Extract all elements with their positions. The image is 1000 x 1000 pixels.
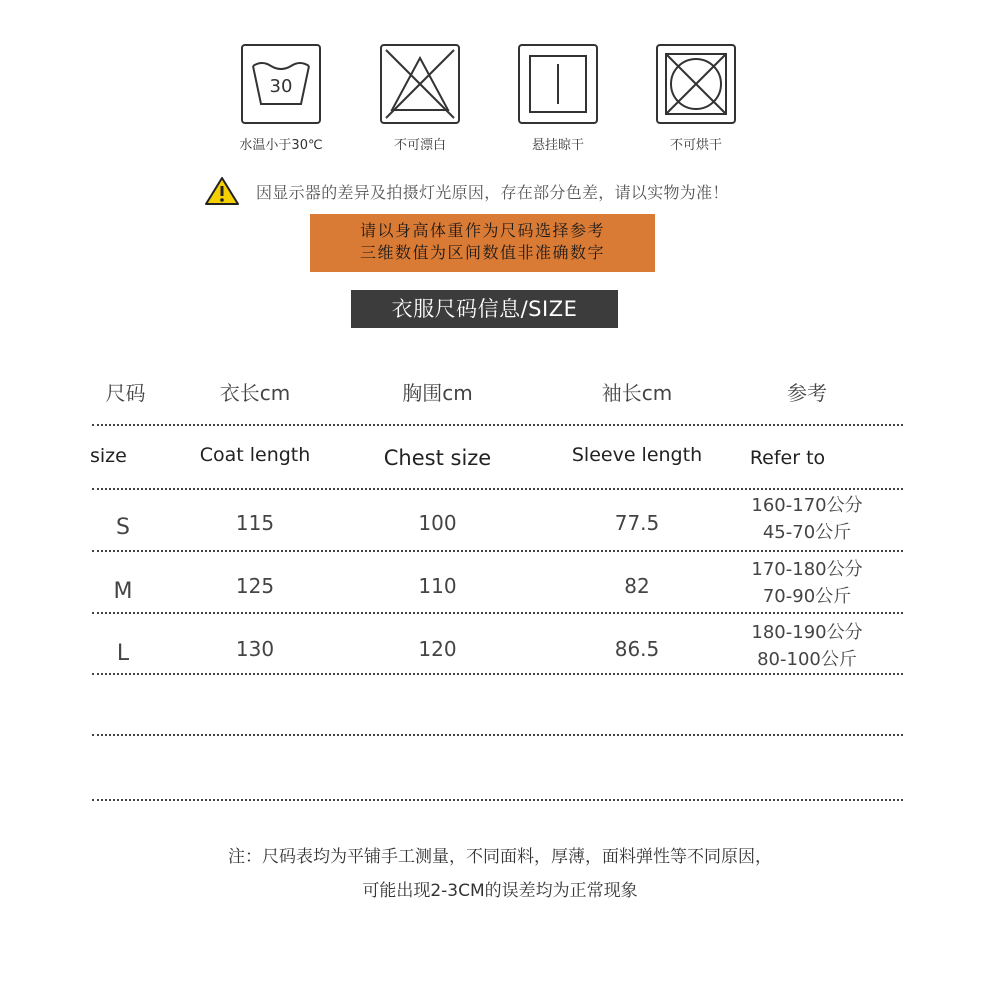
care-no-tumble-dry <box>641 44 751 153</box>
care-no-bleach <box>365 44 475 153</box>
row-s-ref-weight: 45-70公斤 <box>762 522 852 543</box>
no-tumble-dry-icon <box>656 44 736 124</box>
divider <box>92 673 903 675</box>
wash-temp-text: 30 <box>269 76 293 97</box>
row-m-ref-height: 170-180公分 <box>751 559 863 580</box>
header-cn-ref: 参考 <box>787 381 827 405</box>
warning-text: 因显示器的差异及拍摄灯光原因，存在部分色差，请以实物为准！ <box>256 182 729 202</box>
header-en-coat: Coat length <box>199 444 311 466</box>
header-cn-chest: 胸围cm <box>402 381 473 405</box>
header-en-size: size <box>90 445 127 467</box>
divider <box>92 734 903 736</box>
banner-line-2: 三维数值为区间数值非准确数字 <box>359 243 605 262</box>
row-m-ref-weight: 70-90公斤 <box>762 586 852 607</box>
header-cn-size: 尺码 <box>105 381 146 405</box>
header-en-ref: Refer to <box>749 447 826 469</box>
note-line-2: 可能出现2-3CM的误差均为正常现象 <box>362 881 638 901</box>
row-s-ref <box>737 492 877 546</box>
header-en-chest: Chest size <box>383 446 492 470</box>
care-label-wash: 水温小于30℃ <box>239 138 323 153</box>
row-s-ref-height: 160-170公分 <box>751 495 863 516</box>
row-l-coat: 130 <box>235 637 275 661</box>
care-label-tumble: 不可烘干 <box>669 138 722 153</box>
row-m-ref <box>737 556 877 610</box>
header-cn-sleeve: 袖长cm <box>601 381 673 405</box>
color-warning <box>204 176 729 206</box>
row-m-sleeve: 82 <box>624 574 650 598</box>
hang-dry-icon <box>518 44 598 124</box>
size-info-title: 衣服尺码信息/SIZE <box>351 290 618 328</box>
row-l-ref-height: 180-190公分 <box>751 622 863 643</box>
row-s-sleeve: 77.5 <box>614 511 660 535</box>
row-l-chest: 120 <box>418 637 457 661</box>
size-guidance-banner <box>310 214 655 272</box>
warning-triangle-icon <box>204 176 240 206</box>
care-label-hang: 悬挂晾干 <box>531 138 584 153</box>
row-s-coat: 115 <box>235 511 275 535</box>
header-en-sleeve: Sleeve length <box>571 444 703 466</box>
header-cn-coat: 衣长cm <box>219 381 291 405</box>
row-l-sleeve: 86.5 <box>614 637 660 661</box>
divider <box>92 550 903 552</box>
row-l-ref <box>737 619 877 673</box>
row-m-coat: 125 <box>235 574 275 598</box>
divider <box>92 488 903 490</box>
divider <box>92 612 903 614</box>
wash-30-icon <box>241 44 321 124</box>
row-s-size: S <box>116 515 130 540</box>
care-label-bleach: 不可漂白 <box>393 138 446 153</box>
note-line-1: 注：尺码表均为平铺手工测量，不同面料，厚薄，面料弹性等不同原因， <box>228 847 772 867</box>
row-l-ref-weight: 80-100公斤 <box>757 649 857 670</box>
banner-line-1: 请以身高体重作为尺码选择参考 <box>359 221 605 240</box>
no-bleach-icon <box>380 44 460 124</box>
care-hang-dry <box>503 44 613 153</box>
divider <box>92 424 903 426</box>
row-s-chest: 100 <box>418 511 457 535</box>
row-l-size: L <box>116 641 130 666</box>
divider <box>92 799 903 801</box>
row-m-size: M <box>113 579 133 604</box>
care-wash-30 <box>226 44 336 153</box>
row-m-chest: 110 <box>418 574 457 598</box>
